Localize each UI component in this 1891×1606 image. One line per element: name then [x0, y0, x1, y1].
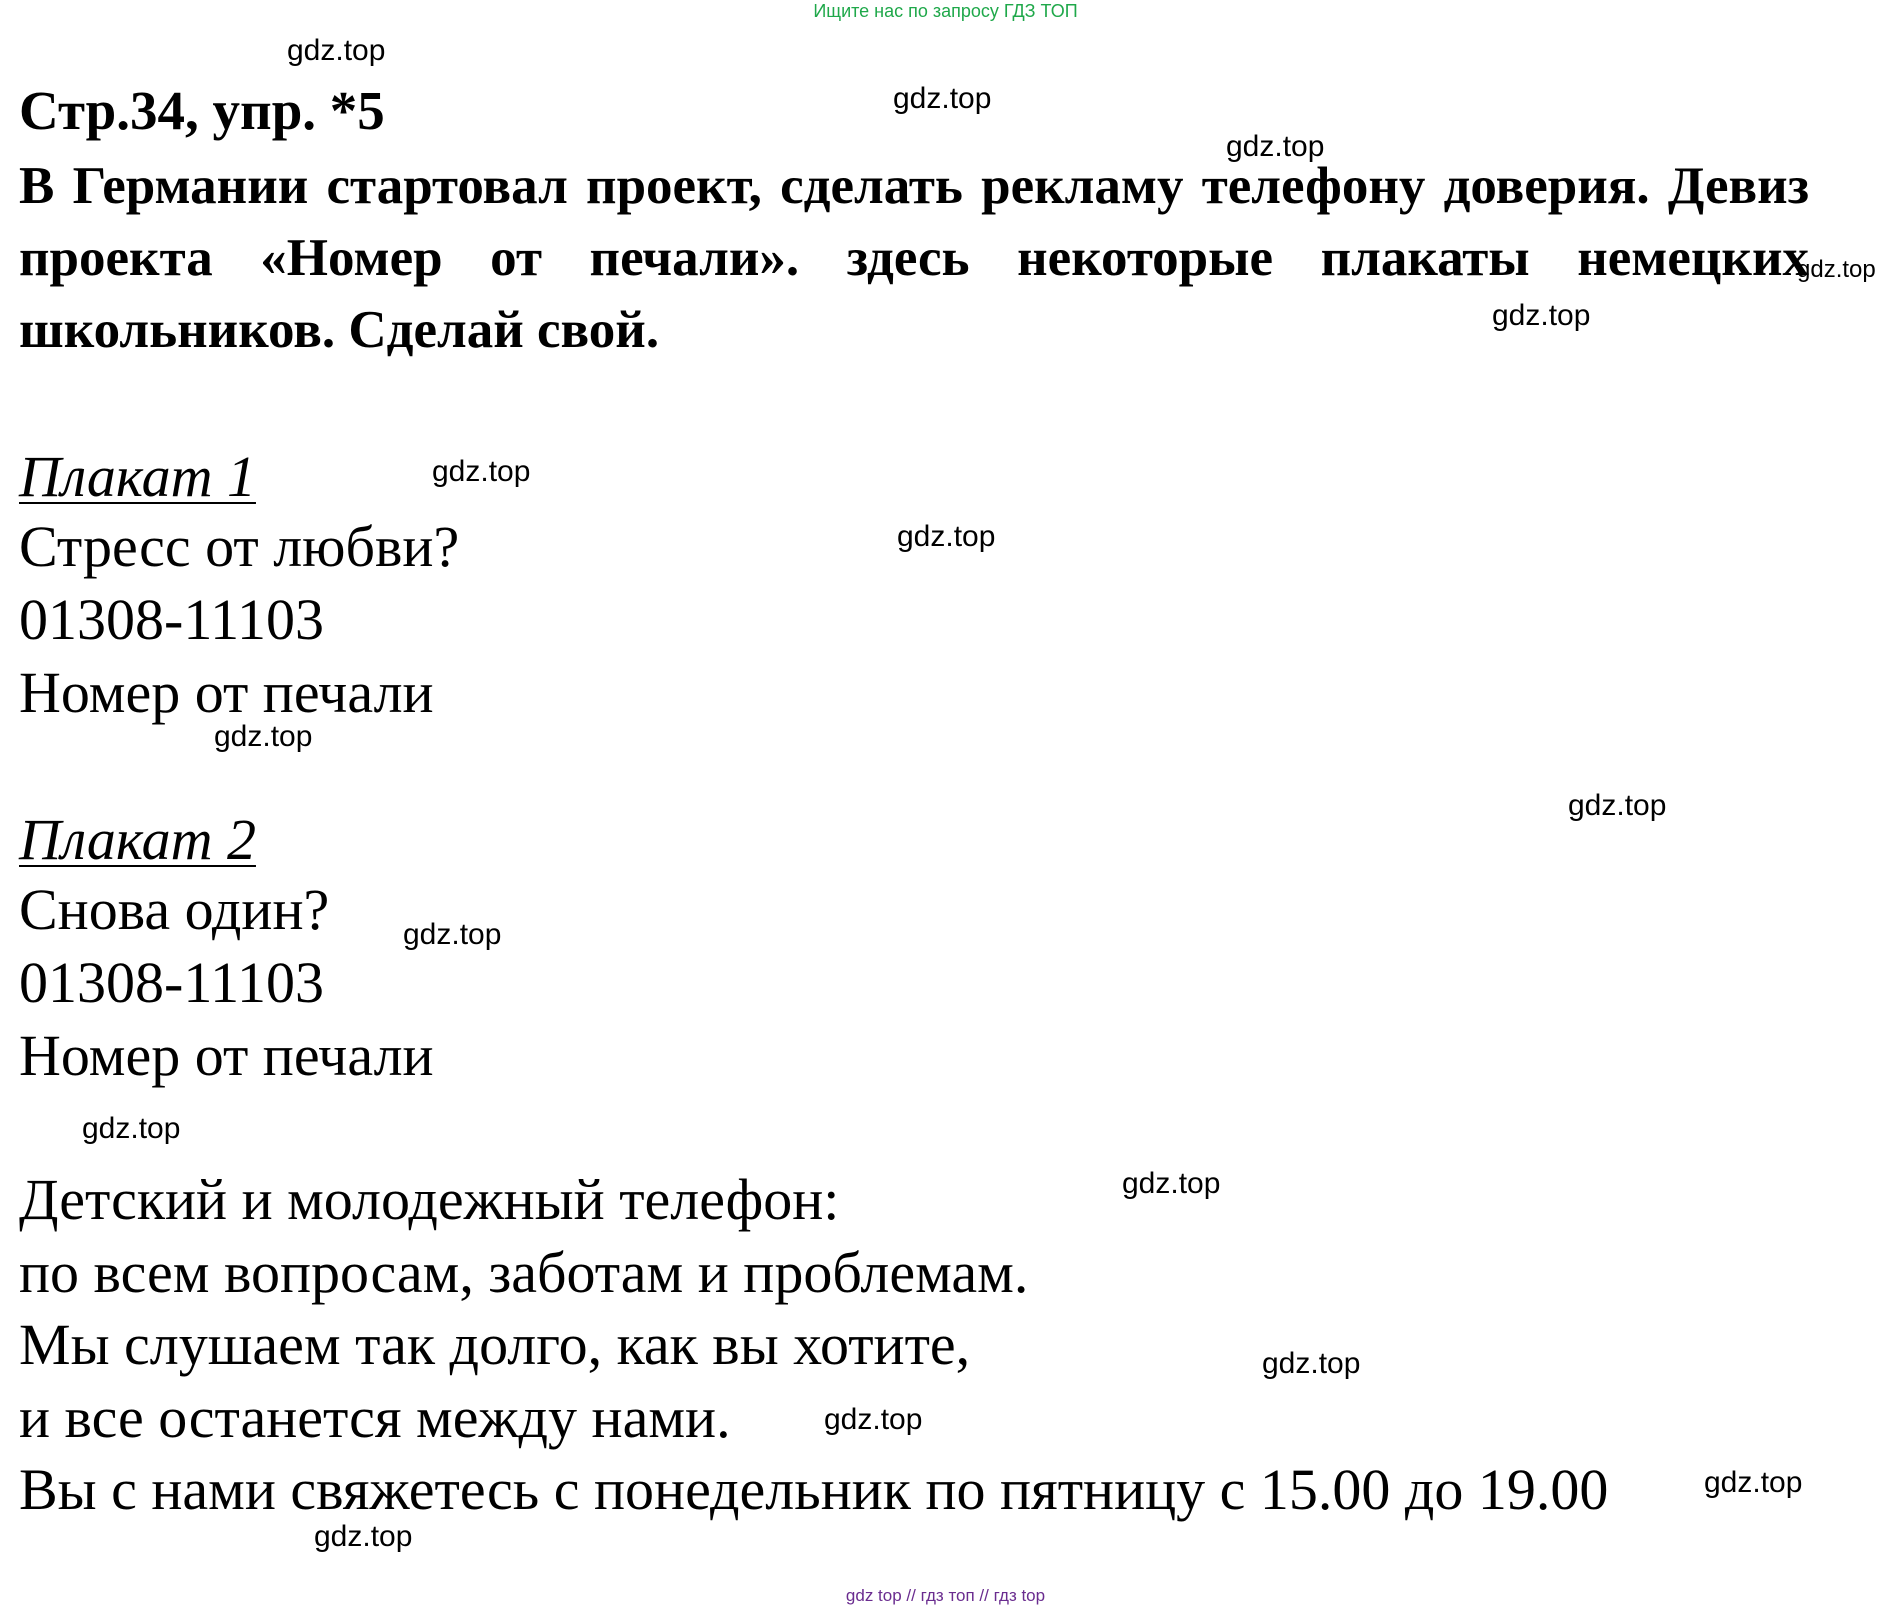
- poster-2-line-1: Снова один?: [19, 877, 330, 942]
- watermark: gdz.top: [314, 1520, 413, 1553]
- poster-1-line-3: Номер от печали: [19, 660, 434, 725]
- closing-line-1: Детский и молодежный телефон:: [19, 1167, 840, 1232]
- watermark: gdz.top: [1262, 1347, 1361, 1380]
- watermark: gdz.top: [1226, 130, 1325, 163]
- closing-line-2: по всем вопросам, заботам и проблемам.: [19, 1240, 1029, 1305]
- watermark: gdz.top: [824, 1403, 923, 1436]
- poster-1-line-1: Стресс от любви?: [19, 514, 460, 579]
- watermark: gdz.top: [897, 520, 996, 553]
- closing-line-3: Мы слушаем так долго, как вы хотите,: [19, 1312, 971, 1377]
- watermark: gdz.top: [432, 455, 531, 488]
- task-description: В Германии стартовал проект, сделать рекламу телефону доверия. Девиз проекта «Номер от печали». здесь некоторые плакаты немецких школьников. Сделай свой.: [19, 157, 1809, 359]
- closing-line-5: Вы с нами свяжетесь с понедельник по пятницу с 15.00 до 19.00: [19, 1457, 1609, 1522]
- watermark: gdz.top: [1704, 1466, 1803, 1499]
- watermark: gdz.top: [1122, 1167, 1221, 1200]
- footer-links: gdz top // гдз топ // гдз top: [845, 1586, 1046, 1605]
- poster-1-title: Плакат 1: [19, 444, 256, 509]
- watermark: gdz.top: [287, 34, 386, 67]
- page-heading: Стр.34, упр. *5: [19, 80, 385, 141]
- watermark: gdz.top: [1568, 789, 1667, 822]
- closing-line-4: и все останется между нами.: [19, 1385, 731, 1450]
- top-banner: Ищите нас по запросу ГДЗ ТОП: [813, 1, 1078, 21]
- poster-2-title: Плакат 2: [19, 807, 256, 872]
- watermark: gdz.top: [214, 720, 313, 753]
- watermark: gdz.top: [82, 1112, 181, 1145]
- poster-2-phone: 01308-11103: [19, 950, 325, 1015]
- watermark: gdz.top: [893, 82, 992, 115]
- poster-2-line-3: Номер от печали: [19, 1023, 434, 1088]
- watermark: gdz.top: [1492, 299, 1591, 332]
- watermark: gdz.top: [1797, 256, 1876, 283]
- watermark: gdz.top: [403, 918, 502, 951]
- poster-1-phone: 01308-11103: [19, 587, 325, 652]
